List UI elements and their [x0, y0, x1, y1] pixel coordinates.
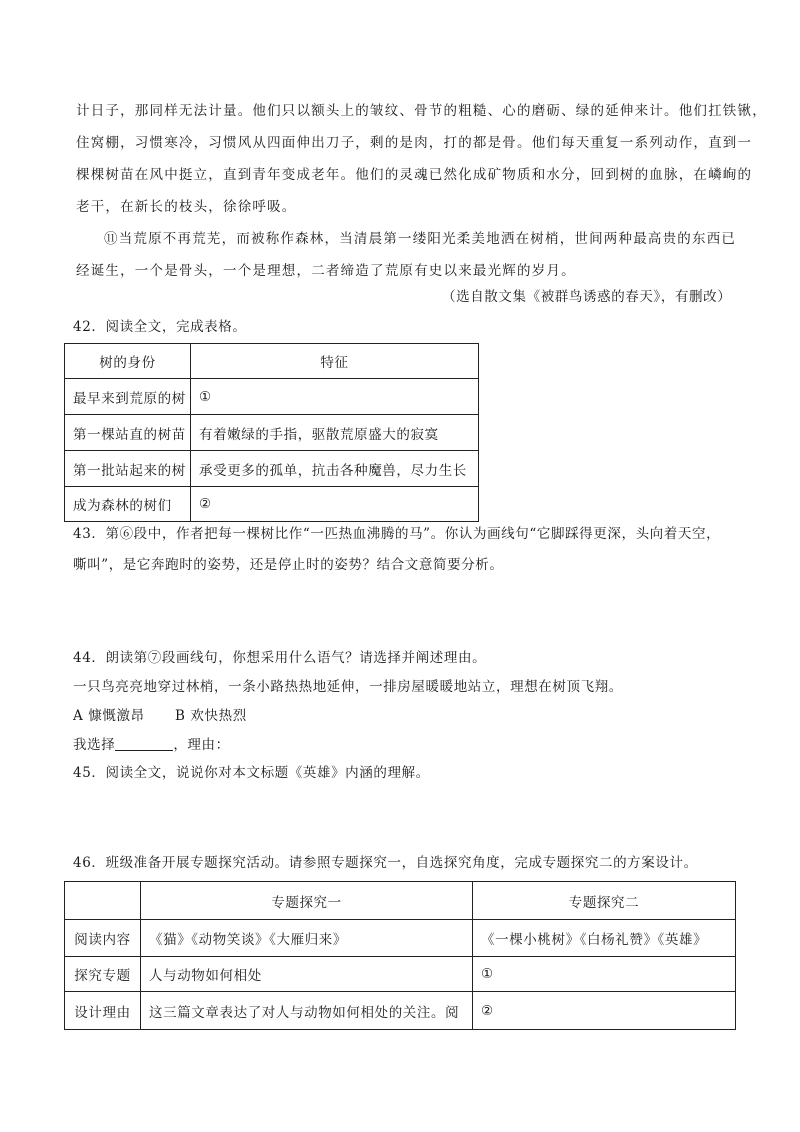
answer-blank-2: ② — [191, 487, 479, 522]
passage-line: 棵棵树苗在风中挺立，直到青年变成老年。他们的灵魂已然化成矿物质和水分，回到树的血脉，在嶙峋的 — [76, 167, 753, 183]
question-42-prompt: 42．阅读全文，完成表格。 — [73, 319, 247, 335]
table-header-cell: 专题探究一 — [141, 882, 473, 920]
table-cell: 承受更多的孤单，抗击各种魔兽，尽力生长 — [191, 451, 479, 487]
table-row — [65, 451, 479, 487]
table-header-row — [65, 344, 479, 379]
passage-line: 经诞生，一个是骨头，一个是理想，二者缔造了荒原有史以来最光辉的岁月。 — [76, 263, 576, 279]
q46-table — [64, 881, 736, 1030]
table-row — [65, 957, 736, 992]
table-row — [65, 992, 736, 1030]
question-43-line: 嘶叫”，是它奔跑时的姿势，还是停止时的姿势？结合文意简要分析。 — [73, 557, 504, 573]
table-header-cell — [65, 882, 141, 920]
answer-blank[interactable] — [115, 736, 173, 751]
table-header-cell: 专题探究二 — [473, 882, 736, 920]
passage-source: （选自散文集《被群鸟诱惑的春天》，有删改） — [442, 289, 732, 305]
question-46-prompt: 46．班级准备开展专题探究活动。请参照专题探究一，自选探究角度，完成专题探究二的方案设计。 — [73, 855, 698, 871]
question-44-prompt: 44．朗读第⑦段画线句，你想采用什么语气？请选择并阐述理由。 — [73, 650, 487, 666]
table-cell: 设计理由 — [65, 992, 141, 1030]
table-row — [65, 379, 479, 415]
table-cell: 《猫》《动物笑谈》《大雁归来》 — [141, 920, 473, 957]
question-44-answer-line — [73, 736, 230, 754]
table-cell: 这三篇文章表达了对人与动物如何相处的关注。阅 — [141, 992, 473, 1030]
table-row — [65, 487, 479, 522]
table-cell: 《一棵小桃树》《白杨礼赞》《英雄》 — [473, 920, 736, 957]
table-cell: 阅读内容 — [65, 920, 141, 957]
table-header-cell: 特征 — [191, 344, 479, 379]
table-cell: 最早来到荒原的树 — [65, 379, 191, 415]
passage-paragraph-11: ⑪当荒原不再荒芜，而被称作森林，当清晨第一缕阳光柔美地洒在树梢，世间两种最高贵的东西已 — [104, 231, 737, 247]
question-44-quote: 一只鸟亮亮地穿过林梢，一条小路热热地延伸，一排房屋暖暖地站立，理想在树顶飞翔。 — [73, 679, 623, 695]
answer-prefix: 我选择 — [73, 737, 116, 753]
answer-blank-1: ① — [191, 379, 479, 415]
option-b: B 欢快热烈 — [175, 708, 247, 724]
passage-line: 住窝棚，习惯寒冷，习惯风从四面伸出刀子，剩的是肉，打的都是骨。他们每天重复一系列动作，直到一 — [76, 135, 753, 151]
table-header-row — [65, 882, 736, 920]
passage-line: 老干，在新长的枝头，徐徐呼吸。 — [76, 199, 297, 215]
answer-suffix: ，理由： — [173, 737, 230, 753]
table-cell: 第一批站起来的树 — [65, 451, 191, 487]
question-45-prompt: 45．阅读全文，说说你对本文标题《英雄》内涵的理解。 — [73, 765, 430, 781]
table-cell: 第一棵站直的树苗 — [65, 415, 191, 451]
answer-blank-1: ① — [473, 957, 736, 992]
option-a: A 慷慨激昂 — [73, 708, 145, 724]
table-row — [65, 920, 736, 957]
table-header-cell: 树的身份 — [65, 344, 191, 379]
table-cell: 有着嫩绿的手指，驱散荒原盛大的寂寞 — [191, 415, 479, 451]
table-cell: 探究专题 — [65, 957, 141, 992]
table-row — [65, 415, 479, 451]
question-43-line: 43．第⑥段中，作者把每一棵树比作“一匹热血沸腾的马”。你认为画线句“它脚踩得更深，头向着天空， — [73, 526, 721, 542]
table-cell: 人与动物如何相处 — [141, 957, 473, 992]
answer-blank-2: ② — [473, 992, 736, 1030]
table-cell: 成为森林的树们 — [65, 487, 191, 522]
passage-line: 计日子，那同样无法计量。他们只以额头上的皱纹、骨节的粗糙、心的磨砺、绿的延伸来计。他们扛铁锹， — [76, 103, 767, 119]
q42-table — [64, 343, 479, 522]
